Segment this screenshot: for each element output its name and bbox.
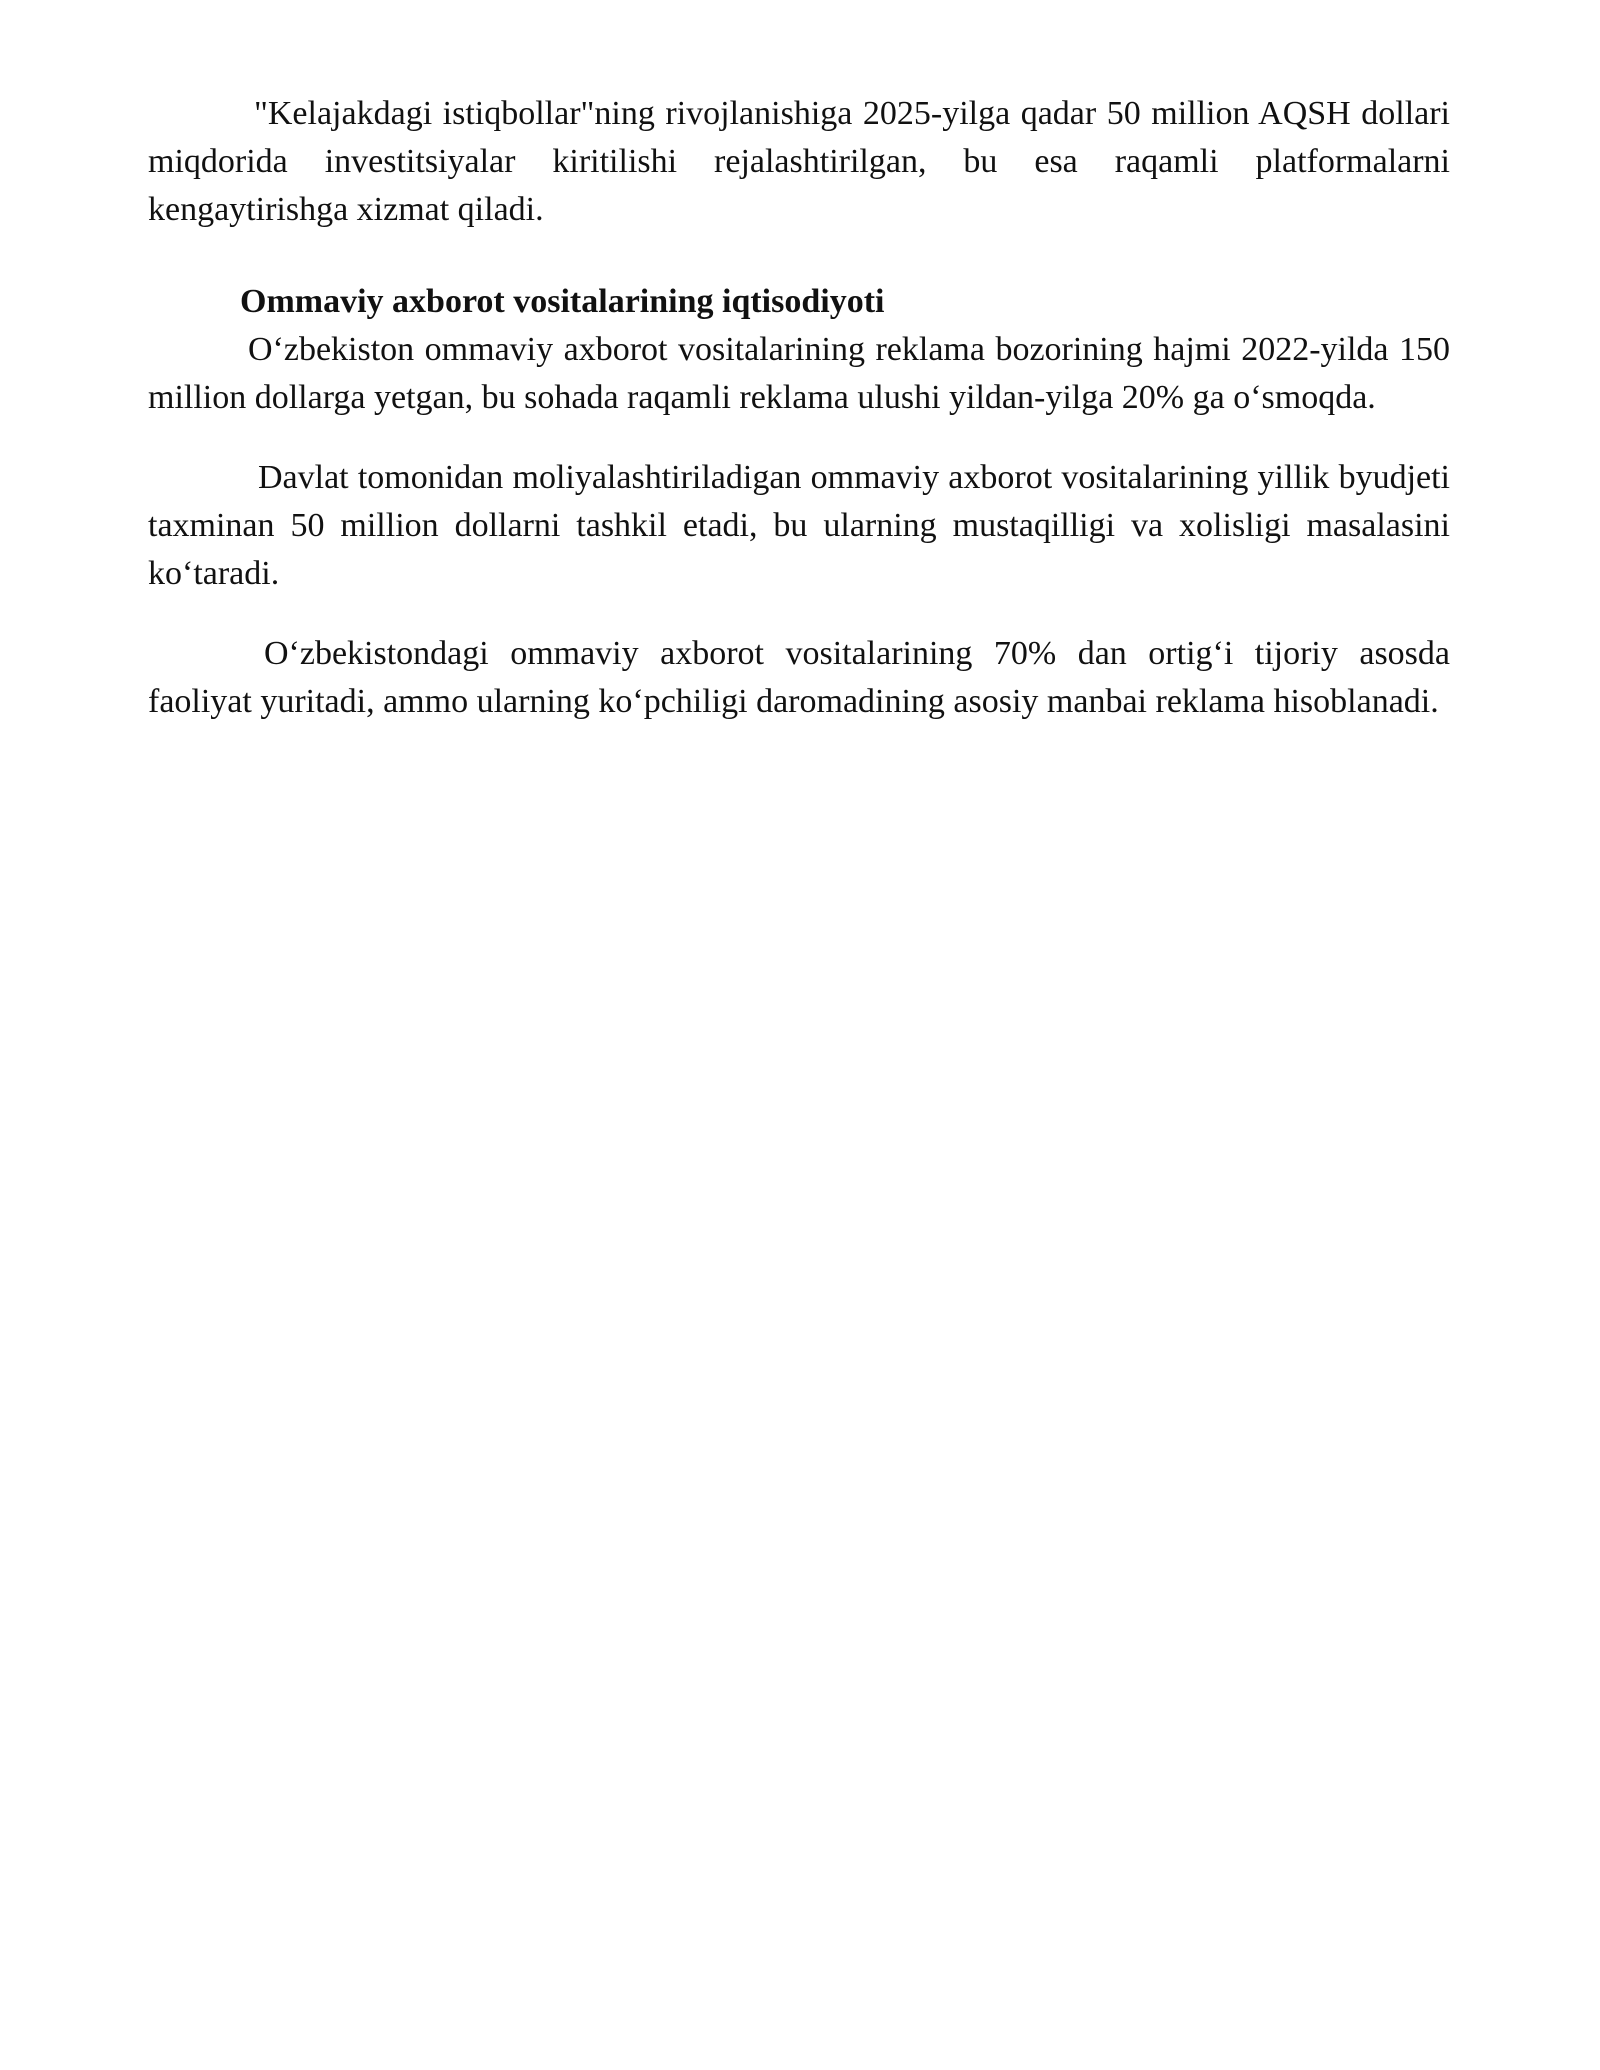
paragraph-commercial-media: O‘zbekistondagi ommaviy axborot vositalarining 70% dan ortig‘i tijoriy asosda faoliyat yuritadi, ammo ularning ko‘pchiligi daromadining asosiy manbai reklama hisoblanadi. bbox=[148, 635, 1450, 720]
paragraph-investments: "Kelajakdagi istiqbollar"ning rivojlanishiga 2025-yilga qadar 50 million AQSH dollari miqdorida investitsiyalar kiritilishi rejalashtirilgan, bu esa raqamli platformalarni kengaytirishga xizmat qiladi. bbox=[148, 95, 1450, 228]
paragraph-advertising-market: O‘zbekiston ommaviy axborot vositalarining reklama bozorining hajmi 2022-yilda 150 million dollarga yetgan, bu sohada raqamli reklama ulushi yildan-yilga 20% ga o‘smoqda. bbox=[148, 331, 1450, 416]
paragraph-state-budget: Davlat tomonidan moliyalashtiriladigan ommaviy axborot vositalarining yillik byudjeti taxminan 50 million dollarni tashkil etadi, bu ularning mustaqilligi va xolisligi masalasini ko‘taradi. bbox=[148, 459, 1450, 592]
section-heading: Ommaviy axborot vositalarining iqtisodiyoti bbox=[240, 283, 885, 320]
document-body bbox=[148, 90, 1450, 726]
